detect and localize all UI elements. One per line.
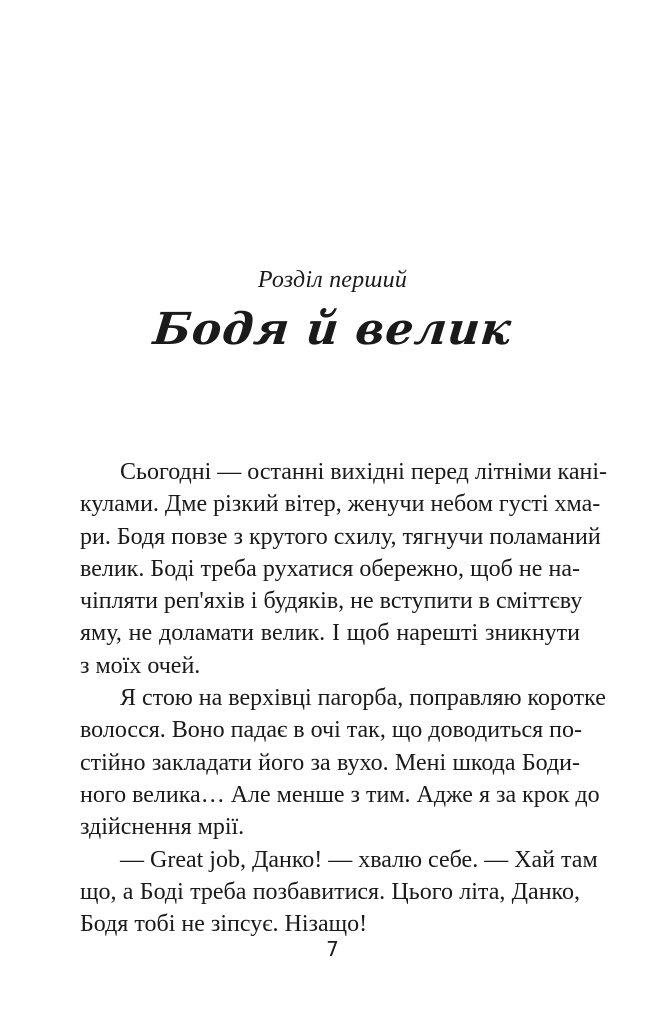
text-line: Сьогодні — останні вихідні перед літніми кані- — [120, 459, 608, 485]
page-number: 7 — [326, 937, 339, 961]
text-line: волосся. Воно падає в очі так, що доводиться по- — [80, 717, 583, 744]
text-line: ного велика… Але менше з тим. Адже я за крок до — [80, 781, 600, 808]
text-line: кулами. Дме різкий вітер, женучи небом густі хма- — [80, 491, 601, 518]
text-line: велик. Боді треба рухатися обережно, щоб не на- — [80, 555, 580, 582]
text-line: чіпляти реп'яхів і будяків, не вступити в сміттєву — [80, 588, 583, 615]
text-line: — Great job, Данко! — хвалю себе. — Хай там — [120, 846, 598, 873]
text-line: з моїх очей. — [80, 652, 201, 679]
chapter-subtitle: Розділ перший — [257, 267, 408, 293]
text-line: стійно закладати його за вухо. Мені шкода Боди- — [80, 749, 580, 776]
text-line: яму, не доламати велик. І щоб нарешті зникнути — [80, 620, 580, 647]
paragraph-3 — [80, 844, 598, 941]
chapter-title: Бодя й велик — [150, 304, 515, 355]
body-text — [80, 456, 608, 940]
paragraph-2 — [80, 682, 606, 843]
text-line: Бодя тобі не зіпсує. Нізащо! — [80, 911, 368, 938]
text-line: Я стою на верхівці пагорба, поправляю коротке — [120, 685, 606, 712]
text-line: ри. Бодя повзе з крутого схилу, тягнучи поламаний — [80, 523, 601, 550]
paragraph-1 — [80, 456, 608, 682]
text-line: що, а Боді треба позбавитися. Цього літа, Данко, — [80, 878, 580, 905]
text-line: здійснення мрії. — [80, 814, 245, 841]
